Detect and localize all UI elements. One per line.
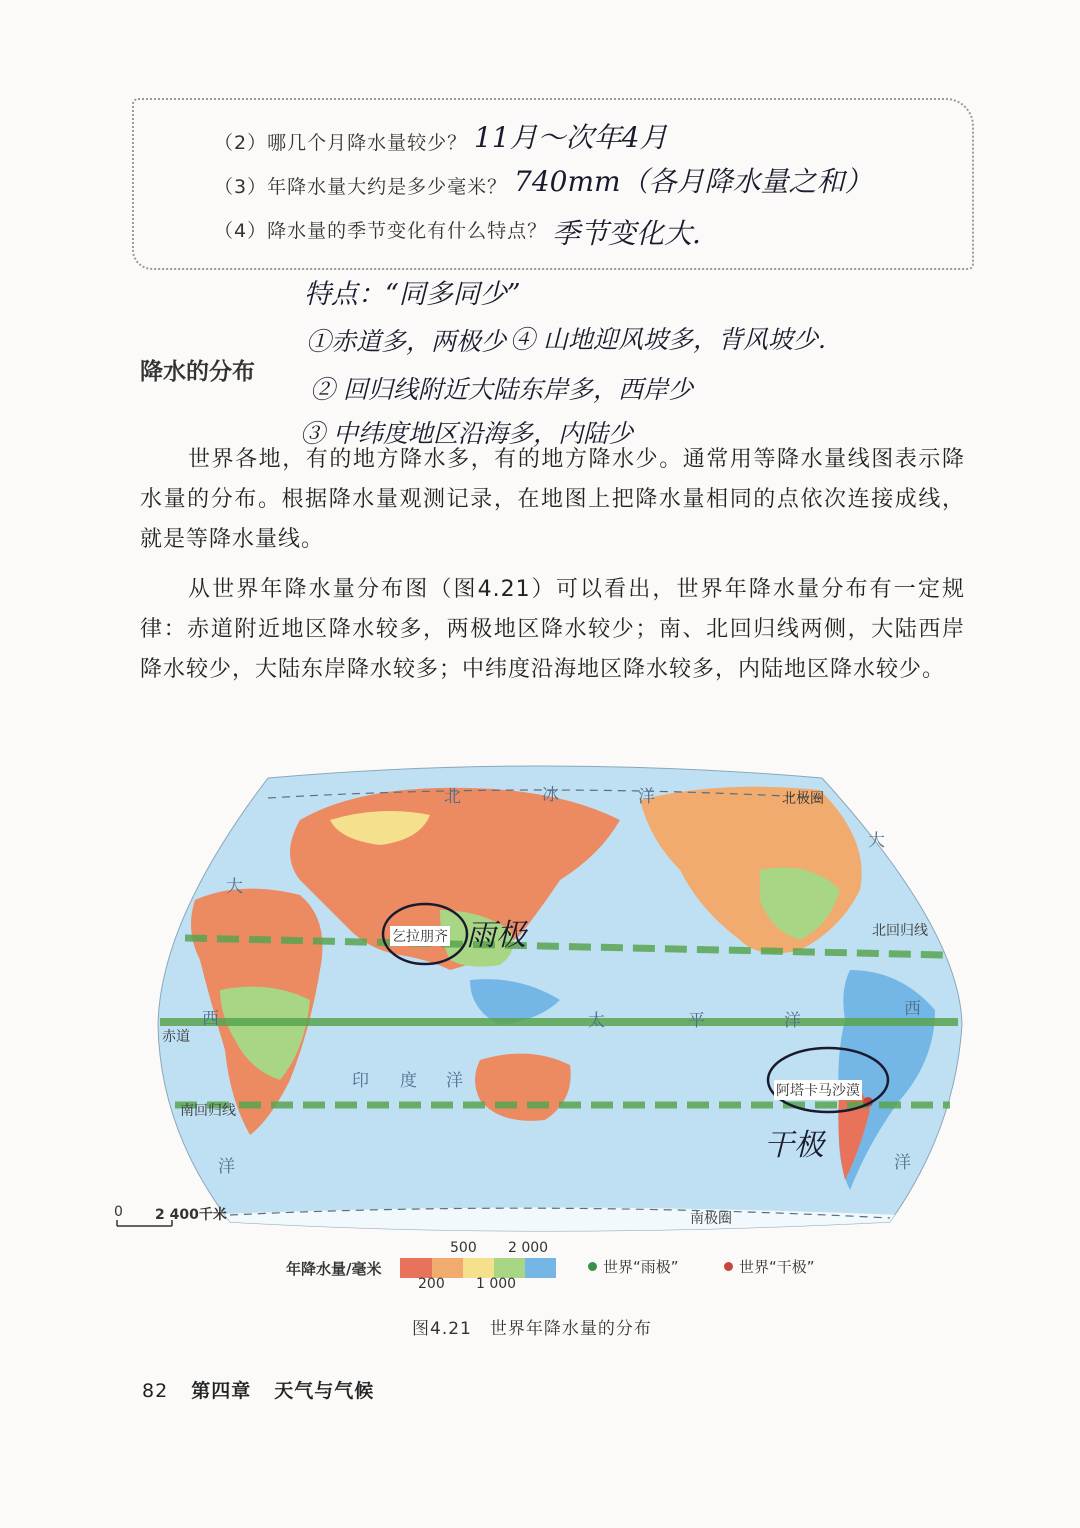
hand-dry-pole: 干极 xyxy=(764,1128,824,1163)
legend-tick-200: 200 xyxy=(418,1276,445,1292)
answer-4-handwritten: 季节变化大. xyxy=(552,217,701,250)
precipitation-legend xyxy=(0,1238,1080,1298)
legend-dry-pole: 世界“干极” xyxy=(739,1258,815,1276)
legend-swatch-gt2000 xyxy=(525,1258,556,1278)
page-footer xyxy=(142,1376,374,1403)
question-4: （4）降水量的季节变化有什么特点？ xyxy=(214,220,548,242)
legend-swatch-500-1000 xyxy=(463,1258,494,1278)
legend-tick-1000: 1 000 xyxy=(476,1276,517,1292)
legend-title: 年降水量/毫米 xyxy=(286,1260,382,1278)
label-equator: 赤道 xyxy=(162,1029,190,1045)
ocean-char-tai: 太 xyxy=(588,1011,605,1031)
ocean-char-yang-indian: 洋 xyxy=(446,1071,463,1091)
paragraph-2: 从世界年降水量分布图（图4.21）可以看出，世界年降水量分布有一定规律：赤道附近地区降水较多，两极地区降水较少；南、北回归线两侧，大陆西岸降水较少，大陆东岸降水较多；中纬度沿海地区降水较多，内陆地区降水较少。 xyxy=(140,577,965,682)
legend-wet-pole: 世界“雨极” xyxy=(603,1258,679,1276)
answer-3-handwritten: 740mm（各月降水量之和） xyxy=(514,165,873,198)
legend-tick-500: 500 xyxy=(450,1240,477,1256)
ocean-char-yang-pacific: 洋 xyxy=(784,1011,801,1031)
legend-swatch-1000-2000 xyxy=(494,1258,525,1278)
label-tropic-of-capricorn: 南回归线 xyxy=(180,1103,236,1119)
figure-caption: 图4.21 世界年降水量的分布 xyxy=(412,1319,652,1339)
question-2: （2）哪几个月降水量较少？ xyxy=(214,132,468,154)
ocean-char-xi-atlantic: 西 xyxy=(202,1009,219,1029)
legend-swatch-lt200 xyxy=(400,1258,432,1278)
ocean-char-da-right: 大 xyxy=(868,831,885,851)
chapter-title: 天气与气候 xyxy=(274,1380,375,1402)
dry-pole-dot-icon xyxy=(724,1262,733,1271)
scale-zero: 0 xyxy=(114,1204,123,1220)
paragraph-1: 世界各地，有的地方降水多，有的地方降水少。通常用等降水量线图表示降水量的分布。根据降水量观测记录，在地图上把降水量相同的点依次连接成线，就是等降水量线。 xyxy=(140,447,965,552)
ocean-char-xi-right: 西 xyxy=(904,999,921,1019)
chapter-number: 第四章 xyxy=(191,1380,252,1402)
ocean-char-yang-arctic: 洋 xyxy=(638,787,655,807)
question-3: （3）年降水量大约是多少毫米？ xyxy=(214,176,508,198)
legend-swatch-200-500 xyxy=(432,1258,463,1278)
label-arctic-circle: 北极圈 xyxy=(782,791,824,807)
notes-heading-handwritten: 特点：“同多同少” xyxy=(304,279,521,310)
note-3-handwritten: ③ 中纬度地区沿海多，内陆少 xyxy=(300,419,633,448)
ocean-char-da-atlantic: 大 xyxy=(226,877,243,897)
ocean-char-yang-atlantic: 洋 xyxy=(218,1157,235,1177)
note-1-handwritten: ①赤道多，两极少 xyxy=(306,327,507,356)
note-2-handwritten: ② 回归线附近大陆东岸多，西岸少 xyxy=(310,375,693,404)
label-atacama: 阿塔卡马沙漠 xyxy=(774,1080,862,1100)
scale-value: 2 400千米 xyxy=(155,1207,227,1223)
legend-tick-2000: 2 000 xyxy=(508,1240,549,1256)
ocean-char-ping: 平 xyxy=(688,1011,705,1031)
ocean-char-bei: 北 xyxy=(444,787,461,807)
page-number: 82 xyxy=(142,1380,169,1402)
ocean-char-yang-right: 洋 xyxy=(894,1153,911,1173)
note-4-handwritten: ④ 山地迎风坡多，背风坡少. xyxy=(510,325,826,354)
label-cherrapunji: 乞拉朋齐 xyxy=(390,926,450,946)
answer-2-handwritten: 11月～次年4月 xyxy=(474,121,668,154)
hand-wet-pole: 雨极 xyxy=(466,918,526,953)
label-antarctic-circle: 南极圈 xyxy=(690,1211,732,1227)
world-precipitation-map xyxy=(0,760,1080,1240)
ocean-char-yin: 印 xyxy=(352,1071,369,1091)
ocean-char-du: 度 xyxy=(400,1071,417,1091)
label-tropic-of-cancer: 北回归线 xyxy=(872,923,928,939)
section-title: 降水的分布 xyxy=(140,359,255,385)
ocean-char-bing: 冰 xyxy=(542,785,559,805)
wet-pole-dot-icon xyxy=(588,1262,597,1271)
